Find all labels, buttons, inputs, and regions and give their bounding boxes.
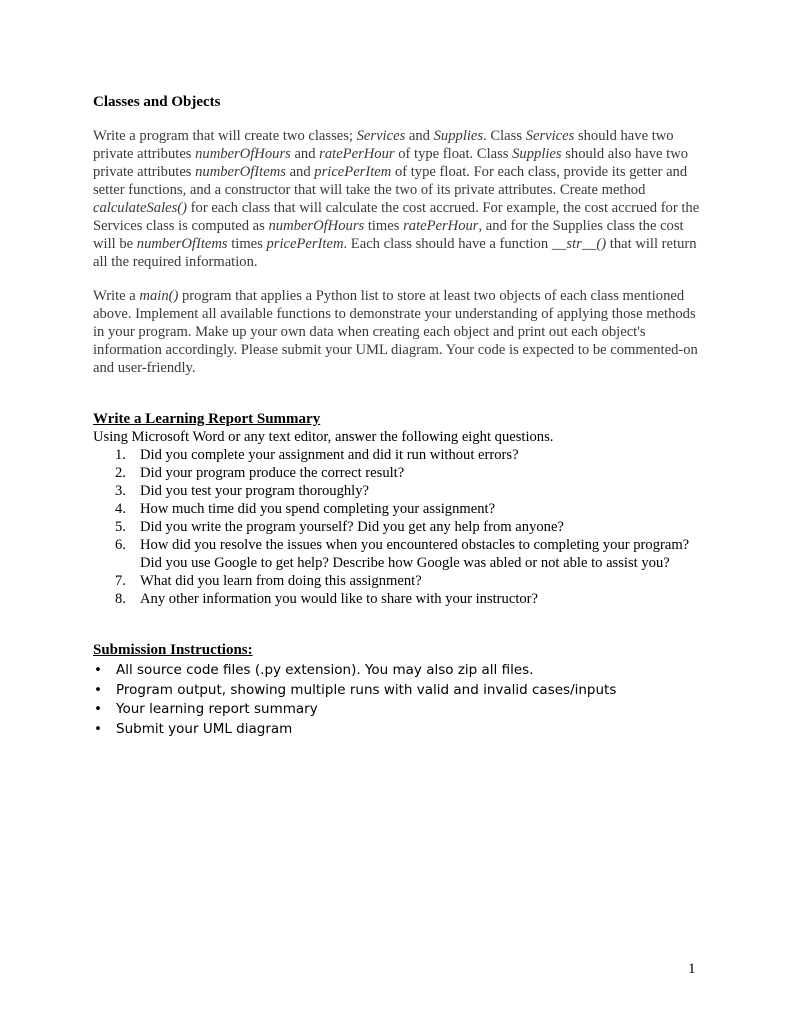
submission-text: Your learning report summary	[116, 701, 318, 717]
submission-item	[93, 700, 703, 720]
text-run: and	[405, 128, 434, 144]
bullet-icon: •	[94, 662, 102, 678]
question-item	[93, 572, 703, 590]
question-number: 8.	[115, 591, 126, 607]
report-intro: Using Microsoft Word or any text editor, answer the following eight questions.	[93, 429, 554, 445]
text-run: times	[227, 236, 267, 252]
assignment-paragraph-main	[93, 287, 703, 377]
spacer	[93, 377, 703, 410]
text-run: . Each class should have a function	[343, 236, 552, 252]
question-list	[93, 446, 703, 608]
text-run: . Class	[483, 128, 526, 144]
submission-item	[93, 661, 703, 681]
question-item	[93, 500, 703, 518]
italic-term: calculateSales()	[93, 200, 188, 216]
question-item	[93, 590, 703, 608]
submission-item	[93, 720, 703, 740]
question-text: How did you resolve the issues when you encountered obstacles to completing your program? Did you use Google to get help? Describe how Google was abled or not able to assist you?	[140, 537, 690, 571]
italic-term: pricePerItem	[266, 236, 344, 252]
text-run: and	[285, 164, 315, 180]
question-text: What did you learn from doing this assignment?	[140, 573, 422, 589]
text-run: program that applies a Python list to store at least two objects of each class mentioned above. Implement all available functions to demonstrate your understanding of applying those methods in your program. Make up your own data when creating each object and print out each object's information accordingly. Please submit your UML diagram. Your code is expected to be commented-on and user-friendly.	[93, 288, 698, 376]
text-run: and	[290, 146, 320, 162]
text-run: should have two private attributes	[93, 128, 674, 162]
submission-text: Submit your UML diagram	[116, 720, 293, 737]
text-run: Write a	[93, 288, 140, 304]
italic-term: numberOfItems	[195, 164, 286, 180]
italic-term: Services	[356, 128, 406, 144]
spacer	[93, 608, 703, 641]
submission-text: Program output, showing multiple runs with valid and invalid cases/inputs	[116, 681, 617, 698]
text-run: of type float. For each class, provide its getter and setter functions, and a constructor that will take the two of its private attributes. Create method	[93, 164, 688, 198]
question-text: How much time did you spend completing your assignment?	[140, 501, 496, 517]
page-title: Classes and Objects	[93, 94, 221, 110]
question-number: 1.	[115, 447, 126, 463]
text-run: Write a program that will create two classes;	[93, 128, 357, 144]
question-text: Did you complete your assignment and did it run without errors?	[140, 447, 519, 463]
italic-term: ratePerHour	[403, 218, 479, 234]
text-run: , and for the Supplies class the cost will be	[93, 218, 684, 252]
question-item	[93, 536, 703, 572]
question-number: 4.	[115, 501, 126, 517]
question-number: 6.	[115, 537, 126, 553]
question-text: Did you test your program thoroughly?	[140, 483, 370, 499]
italic-term: numberOfItems	[136, 236, 228, 252]
italic-term: numberOfHours	[195, 146, 291, 162]
question-number: 5.	[115, 519, 126, 535]
submission-list	[93, 661, 703, 739]
spacer	[93, 271, 703, 287]
question-text: Did you write the program yourself? Did you get any help from anyone?	[140, 519, 564, 535]
question-item	[93, 482, 703, 500]
text-run: of type float. Class	[394, 146, 513, 162]
text-run: that will return all the required information.	[93, 236, 697, 270]
text-run: times	[364, 218, 404, 234]
document-page	[93, 92, 703, 739]
italic-term: __str__()	[551, 236, 607, 252]
submission-heading: Submission Instructions:	[93, 642, 253, 658]
italic-term: pricePerItem	[314, 164, 392, 180]
bullet-icon: •	[94, 701, 102, 717]
question-item	[93, 464, 703, 482]
question-item	[93, 446, 703, 464]
italic-term: numberOfHours	[268, 218, 365, 234]
page-number: 1	[688, 961, 696, 977]
report-heading: Write a Learning Report Summary	[93, 411, 321, 427]
question-text: Any other information you would like to share with your instructor?	[140, 591, 539, 607]
question-text: Did your program produce the correct result?	[140, 465, 405, 481]
italic-term: ratePerHour	[319, 146, 395, 162]
question-number: 7.	[115, 573, 126, 589]
text-run: should also have two private attributes	[93, 146, 689, 180]
bullet-icon: •	[94, 681, 102, 698]
question-number: 3.	[115, 483, 126, 499]
assignment-paragraph-classes	[93, 127, 703, 271]
question-item	[93, 518, 703, 536]
submission-text: All source code files (.py extension). You may also zip all files.	[116, 662, 534, 678]
text-run: for each class that will calculate the cost accrued. For example, the cost accrued for the Services class is computed as	[93, 200, 700, 234]
bullet-icon: •	[94, 720, 102, 737]
italic-term: Services	[525, 128, 575, 144]
italic-term: main()	[139, 288, 179, 304]
submission-item	[93, 681, 703, 701]
question-number: 2.	[115, 465, 126, 481]
italic-term: Supplies	[512, 146, 562, 162]
italic-term: Supplies	[433, 128, 484, 144]
